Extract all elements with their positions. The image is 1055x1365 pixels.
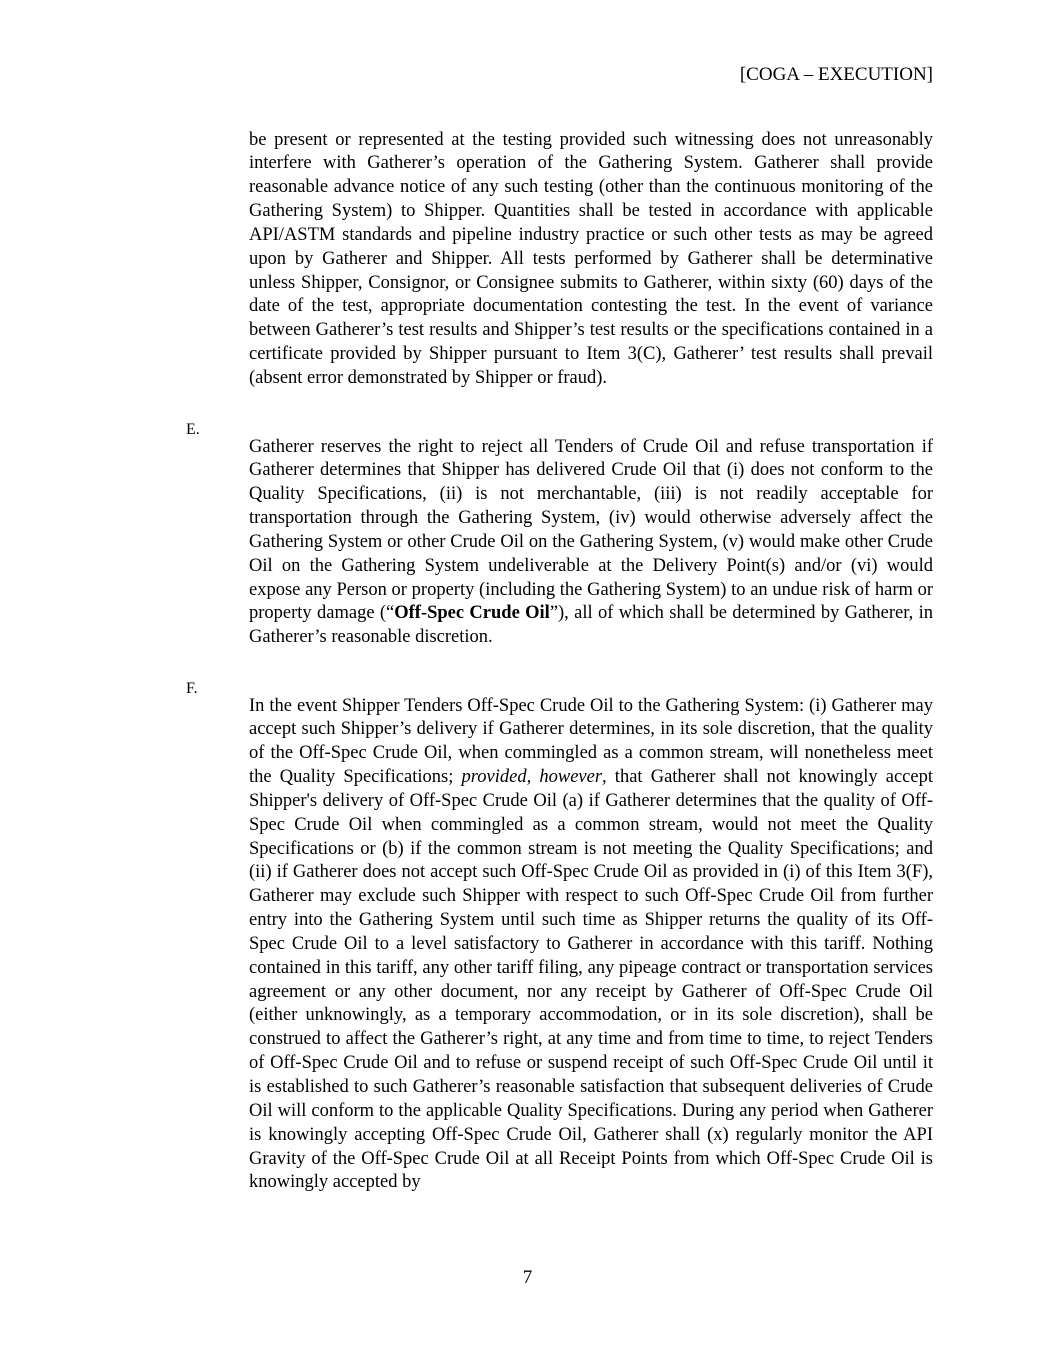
item-e-text-before: Gatherer reserves the right to reject all Tenders of Crude Oil and refuse transportation if Gatherer determines that Shipper has delivered Crude Oil that (i) does not conform to the Quality Specifications, (ii) is not merchantable, (iii) is not readily acceptable for transportation through the Gathering System, (iv) would otherwise adversely affect the Gathering System or other Crude Oil on the Gathering System, (v) would make other Crude Oil on the Gathering System undeliverable at the Delivery Point(s) and/or (vi) would expose any Person or property (including the Gathering System) to an undue risk of harm or property damage (“ (249, 436, 933, 624)
item-f-proviso: provided, however (461, 767, 603, 788)
item-f-marker: F. (186, 680, 198, 697)
item-e-defined-term: Off-Spec Crude Oil (394, 603, 550, 624)
item-f-text-after: , that Gatherer shall not knowingly accept Shipper's delivery of Off-Spec Crude Oil (a) if Gatherer determines that the quality of Off-Spec Crude Oil when commingled as a common stream, would not meet the Quality Specifications or (b) if the common stream is not meeting the Quality Specifications; and (ii) if Gatherer does not accept such Off-Spec Crude Oil as provided in (i) of this Item 3(F), Gatherer may exclude such Shipper with respect to such Off-Spec Crude Oil from further entry into the Gathering System until such time as Shipper returns the quality of its Off-Spec Crude Oil to a level satisfactory to Gatherer in accordance with this tariff. Nothing contained in this tariff, any other tariff filing, any pipeage contract or transportation services agreement or any other document, nor any receipt by Gatherer of Off-Spec Crude Oil (either unknowingly, as a temporary accommodation, or in its sole discretion), shall be construed to affect the Gatherer’s right, at any time and from time to time, to reject Tenders of Off-Spec Crude Oil and to refuse or suspend receipt of such Off-Spec Crude Oil until it is established to such Gatherer’s reasonable satisfaction that subsequent deliveries of Crude Oil will conform to the applicable Quality Specifications. During any period when Gatherer is knowingly accepting Off-Spec Crude Oil, Gatherer shall (x) regularly monitor the API Gravity of the Off-Spec Crude Oil at all Receipt Points from which Off-Spec Crude Oil is knowingly accepted by (249, 767, 933, 1193)
page-number: 7 (522, 1267, 533, 1288)
continuation-paragraph: be present or represented at the testing provided such witnessing does not unreasonably interfere with Gatherer’s operation of the Gathering System. Gatherer shall provide reasonable advance notice of any such testing (other than the continuous monitoring of the Gathering System) to Shipper. Quantities shall be tested in accordance with applicable API/ASTM standards and pipeline industry practice or such other tests as may be agreed upon by Gatherer and Shipper. All tests performed by Gatherer shall be determinative unless Shipper, Consignor, or Consignee submits to Gatherer, within sixty (60) days of the date of the test, appropriate documentation contesting the test. In the event of variance between Gatherer’s test results and Shipper’s test results or the specifications contained in a certificate provided by Shipper pursuant to Item 3(C), Gatherer’ test results shall prevail (absent error demonstrated by Shipper or fraud). (249, 129, 933, 388)
item-f-text-before: In the event Shipper Tenders Off-Spec Crude Oil to the Gathering System: (i) Gatherer may accept such Shipper’s delivery if Gatherer determines, in its sole discretion, that the quality of the Off-Spec Crude Oil, when commingled as a common stream, will nonetheless meet the Quality Specifications; (249, 695, 933, 788)
item-f-paragraph (249, 695, 933, 1196)
item-e-text-after: ”), all of which shall be determined by Gatherer, in Gatherer’s reasonable discretion. (249, 603, 933, 648)
item-e-paragraph (249, 436, 933, 651)
document-header-label: [COGA – EXECUTION] (739, 64, 933, 85)
item-e-marker: E. (186, 421, 200, 438)
